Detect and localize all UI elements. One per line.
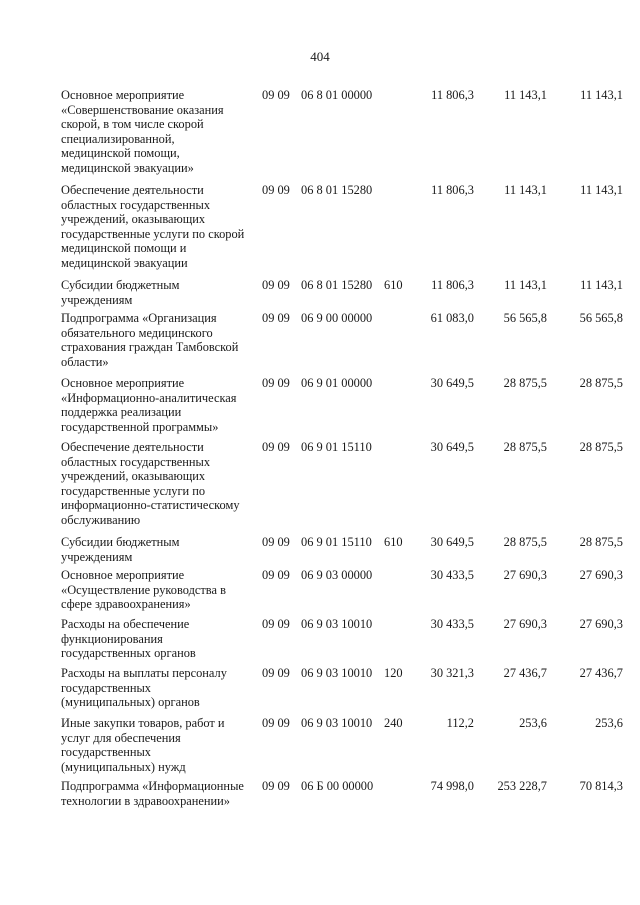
section-code: 09 09 [262, 88, 290, 102]
target-article-code: 06 8 01 15280 [301, 278, 373, 292]
amount-col-3: 56 565,8 [579, 311, 623, 325]
amount-col-3: 28 875,5 [579, 535, 623, 549]
amount-col-2: 11 143,1 [504, 88, 547, 102]
amount-col-2: 28 875,5 [503, 535, 547, 549]
amount-col-3: 27 436,7 [579, 666, 623, 680]
target-article-code: 06 9 03 10010 [301, 716, 373, 730]
amount-col-1: 30 649,5 [430, 376, 474, 390]
row-name: Основное мероприятие «Осуществление руководства в сфере здравоохранения» [61, 568, 226, 612]
amount-col-1: 61 083,0 [430, 311, 474, 325]
section-code: 09 09 [262, 666, 290, 680]
amount-col-2: 27 690,3 [503, 568, 547, 582]
amount-col-2: 11 143,1 [504, 278, 547, 292]
row-name: Субсидии бюджетным учреждениям [61, 278, 180, 307]
amount-col-2: 56 565,8 [503, 311, 547, 325]
amount-col-2: 253 228,7 [497, 779, 547, 793]
row-name: Субсидии бюджетным учреждениям [61, 535, 180, 564]
section-code: 09 09 [262, 779, 290, 793]
row-name: Расходы на выплаты персоналу государственных (муниципальных) органов [61, 666, 227, 710]
amount-col-2: 253,6 [519, 716, 547, 730]
section-code: 09 09 [262, 278, 290, 292]
section-code: 09 09 [262, 535, 290, 549]
section-code: 09 09 [262, 440, 290, 454]
amount-col-2: 27 690,3 [503, 617, 547, 631]
amount-col-2: 11 143,1 [504, 183, 547, 197]
row-name: Основное мероприятие «Совершенствование оказания скорой, в том числе скорой специализированной, медицинской помощи, медицинской эвакуации» [61, 88, 224, 175]
row-name: Обеспечение деятельности областных государственных учреждений, оказывающих государственные услуги по скорой медицинской помощи и медицинской эвакуации [61, 183, 245, 270]
target-article-code: 06 9 03 10010 [301, 617, 373, 631]
amount-col-1: 74 998,0 [430, 779, 474, 793]
target-article-code: 06 8 01 15280 [301, 183, 373, 197]
amount-col-1: 11 806,3 [431, 88, 474, 102]
row-name: Расходы на обеспечение функционирования государственных органов [61, 617, 196, 661]
target-article-code: 06 9 03 00000 [301, 568, 373, 582]
row-name: Основное мероприятие «Информационно-аналитическая поддержка реализации государственной программы» [61, 376, 237, 434]
amount-col-3: 28 875,5 [579, 376, 623, 390]
amount-col-3: 70 814,3 [579, 779, 623, 793]
expense-type-code: 120 [384, 666, 403, 680]
section-code: 09 09 [262, 716, 290, 730]
expense-type-code: 610 [384, 535, 403, 549]
amount-col-3: 11 143,1 [580, 183, 623, 197]
amount-col-1: 30 321,3 [430, 666, 474, 680]
row-name: Подпрограмма «Организация обязательного медицинского страхования граждан Тамбовской области» [61, 311, 239, 369]
amount-col-2: 27 436,7 [503, 666, 547, 680]
target-article-code: 06 9 03 10010 [301, 666, 373, 680]
target-article-code: 06 9 01 00000 [301, 376, 373, 390]
row-name: Обеспечение деятельности областных государственных учреждений, оказывающих государственные услуги по информационно-статистическому обслуживанию [61, 440, 240, 527]
target-article-code: 06 9 01 15110 [301, 535, 372, 549]
section-code: 09 09 [262, 183, 290, 197]
amount-col-3: 253,6 [595, 716, 623, 730]
section-code: 09 09 [262, 311, 290, 325]
expense-type-code: 240 [384, 716, 403, 730]
row-name: Иные закупки товаров, работ и услуг для обеспечения государственных (муниципальных) нужд [61, 716, 225, 774]
target-article-code: 06 Б 00 00000 [301, 779, 374, 793]
target-article-code: 06 9 00 00000 [301, 311, 373, 325]
expense-type-code: 610 [384, 278, 403, 292]
amount-col-2: 28 875,5 [503, 440, 547, 454]
amount-col-3: 27 690,3 [579, 568, 623, 582]
amount-col-1: 11 806,3 [431, 278, 474, 292]
amount-col-1: 11 806,3 [431, 183, 474, 197]
target-article-code: 06 9 01 15110 [301, 440, 372, 454]
target-article-code: 06 8 01 00000 [301, 88, 373, 102]
amount-col-1: 30 433,5 [430, 568, 474, 582]
amount-col-1: 30 649,5 [430, 535, 474, 549]
amount-col-1: 30 649,5 [430, 440, 474, 454]
section-code: 09 09 [262, 617, 290, 631]
amount-col-3: 11 143,1 [580, 88, 623, 102]
row-name: Подпрограмма «Информационные технологии в здравоохранении» [61, 779, 244, 808]
amount-col-3: 28 875,5 [579, 440, 623, 454]
section-code: 09 09 [262, 568, 290, 582]
amount-col-1: 112,2 [446, 716, 474, 730]
amount-col-1: 30 433,5 [430, 617, 474, 631]
amount-col-2: 28 875,5 [503, 376, 547, 390]
section-code: 09 09 [262, 376, 290, 390]
amount-col-3: 27 690,3 [579, 617, 623, 631]
page-number: 404 [310, 49, 330, 64]
amount-col-3: 11 143,1 [580, 278, 623, 292]
